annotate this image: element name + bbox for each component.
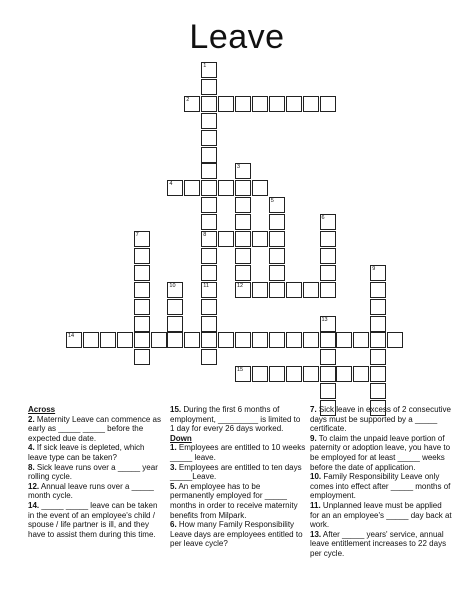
clue-text: Annual leave runs over a _____ month cycle.	[28, 481, 154, 501]
grid-cell[interactable]	[252, 332, 268, 348]
clue-column-2	[170, 405, 306, 549]
grid-cell[interactable]	[370, 265, 386, 281]
grid-cell[interactable]	[269, 332, 285, 348]
grid-cell[interactable]	[134, 299, 150, 315]
clue-number: 3	[237, 164, 241, 171]
grid-cell[interactable]	[201, 316, 217, 332]
grid-cell[interactable]	[201, 349, 217, 365]
clue-number: 9	[372, 265, 376, 272]
grid-cell[interactable]	[252, 96, 268, 112]
grid-cell[interactable]	[320, 265, 336, 281]
clue-column-1	[28, 405, 164, 539]
clue-number: 7	[135, 232, 139, 238]
grid-cell[interactable]	[184, 180, 200, 196]
grid-cell[interactable]	[201, 332, 217, 348]
clue	[310, 501, 452, 530]
grid-cell[interactable]	[320, 231, 336, 247]
grid-cell[interactable]	[151, 332, 167, 348]
grid-cell[interactable]	[134, 265, 150, 281]
grid-cell[interactable]	[320, 282, 336, 298]
grid-cell[interactable]	[320, 366, 336, 382]
grid-cell[interactable]	[320, 248, 336, 264]
clue	[170, 463, 306, 482]
grid-cell[interactable]	[201, 197, 217, 213]
grid-cell[interactable]	[134, 332, 150, 348]
clue	[28, 443, 164, 462]
clue-number-label: 8.	[28, 462, 35, 472]
grid-cell[interactable]	[269, 231, 285, 247]
grid-cell[interactable]	[320, 214, 336, 230]
clue-number-label: 3.	[170, 462, 177, 472]
grid-cell[interactable]	[252, 180, 268, 196]
clue-number-label: 1.	[170, 443, 177, 453]
grid-cell[interactable]	[269, 282, 285, 298]
grid-cell[interactable]	[269, 366, 285, 382]
grid-cell[interactable]	[320, 383, 336, 399]
grid-cell[interactable]	[353, 366, 369, 382]
clue	[28, 415, 164, 444]
grid-cell[interactable]	[320, 96, 336, 112]
grid-cell[interactable]	[117, 332, 133, 348]
grid-cell[interactable]	[370, 349, 386, 365]
clue-number-label: 5.	[170, 481, 177, 491]
grid-cell[interactable]	[167, 180, 183, 196]
grid-cell[interactable]	[134, 349, 150, 365]
clue	[310, 472, 452, 501]
grid-cell[interactable]	[235, 96, 251, 112]
grid-cell[interactable]	[320, 316, 336, 332]
clue-number-label: 2.	[28, 414, 35, 424]
grid-cell[interactable]	[184, 332, 200, 348]
clue-number: 15	[237, 367, 244, 374]
clue-number: 14	[68, 333, 75, 340]
grid-cell[interactable]	[269, 265, 285, 281]
grid-cell[interactable]	[218, 231, 234, 247]
clue	[170, 443, 306, 462]
puzzle-title: Leave	[189, 18, 285, 56]
clue-number: 13	[321, 316, 328, 323]
clue	[310, 530, 452, 559]
clue-text: An employee has to be permanently employed for _____ months in order to receive maternity benefits from Milpark.	[170, 481, 298, 520]
grid-cell[interactable]	[201, 113, 217, 129]
grid-cell[interactable]	[201, 96, 217, 112]
clue-text: To claim the unpaid leave portion of paternity or adoption leave, you have to be employed for at least _____ weeks before the date of application.	[310, 433, 451, 472]
clue	[170, 405, 306, 434]
clue-number-label: 13.	[310, 529, 322, 539]
clue-number-label: 10.	[310, 472, 322, 482]
clue	[170, 482, 306, 520]
clue-text: Employees are entitled to 10 weeks _____ leave.	[170, 443, 306, 462]
grid-cell[interactable]	[201, 248, 217, 264]
grid-cell[interactable]	[83, 332, 99, 348]
grid-cell[interactable]	[235, 248, 251, 264]
clue-number: 1	[203, 63, 207, 69]
grid-cell[interactable]	[66, 332, 82, 348]
grid-cell[interactable]	[100, 332, 116, 348]
clue-text: Employees are entitled to ten days _____Leave.	[170, 462, 302, 482]
grid-cell[interactable]	[235, 366, 251, 382]
clue-number-label: 14.	[28, 500, 40, 510]
grid-cell[interactable]	[370, 316, 386, 332]
clue-number: 2	[186, 96, 190, 103]
grid-cell[interactable]	[303, 96, 319, 112]
clue-number-label: 7.	[310, 405, 317, 414]
grid-cell[interactable]	[235, 214, 251, 230]
clue-number-label: 11.	[310, 500, 321, 510]
clue	[170, 520, 306, 549]
grid-cell[interactable]	[269, 248, 285, 264]
grid-cell[interactable]	[218, 96, 234, 112]
grid-cell[interactable]	[201, 163, 217, 179]
clue-number-label: 9.	[310, 433, 317, 443]
clue-number-label: 6.	[170, 520, 177, 530]
grid-cell[interactable]	[167, 316, 183, 332]
clue-number-label: 12.	[28, 481, 40, 491]
grid-cell[interactable]	[201, 231, 217, 247]
grid-cell[interactable]	[201, 147, 217, 163]
grid-cell[interactable]	[235, 180, 251, 196]
grid-cell[interactable]	[336, 332, 352, 348]
clue-text: Maternity Leave can commence as early as _____ _____ before the expected due date.	[28, 414, 161, 443]
grid-cell[interactable]	[134, 282, 150, 298]
grid-cell[interactable]	[286, 366, 302, 382]
grid-cell[interactable]	[370, 282, 386, 298]
clue-text: After _____ years' service, annual leave entitlement increases to 22 days per cycle.	[310, 529, 447, 558]
grid-cell[interactable]	[269, 214, 285, 230]
grid-cell[interactable]	[184, 96, 200, 112]
grid-cell[interactable]	[320, 332, 336, 348]
clue-number: 8	[203, 232, 207, 238]
clue-text: How many Family Responsibility Leave days are employees entitled to per leave cycle?	[170, 520, 303, 549]
grid-cell[interactable]	[370, 383, 386, 399]
clue-text: If sick leave is depleted, which leave type can be taken?	[28, 443, 145, 462]
grid-cell[interactable]	[201, 180, 217, 196]
grid-cell[interactable]	[134, 316, 150, 332]
across-heading: Across	[28, 405, 56, 414]
grid-cell[interactable]	[218, 332, 234, 348]
clue-number: 10	[169, 282, 176, 289]
grid-cell[interactable]	[201, 214, 217, 230]
grid-cell[interactable]	[201, 130, 217, 146]
grid-cell[interactable]	[235, 332, 251, 348]
clue-text: Sick leave in excess of 2 consecutive days must be supported by a _____ certificate.	[310, 405, 451, 434]
clue	[310, 405, 452, 434]
clue-number: 11	[203, 282, 209, 289]
grid-cell[interactable]	[252, 231, 268, 247]
grid-cell[interactable]	[167, 282, 183, 298]
grid-cell[interactable]	[235, 231, 251, 247]
down-heading: Down	[170, 433, 192, 443]
grid-cell[interactable]	[252, 282, 268, 298]
grid-cell[interactable]	[269, 96, 285, 112]
grid-cell[interactable]	[353, 332, 369, 348]
clue	[28, 501, 164, 539]
grid-cell[interactable]	[134, 231, 150, 247]
grid-cell[interactable]	[370, 366, 386, 382]
grid-cell[interactable]	[201, 282, 217, 298]
grid-cell[interactable]	[387, 332, 403, 348]
clue-number-label: 15.	[170, 405, 182, 414]
grid-cell[interactable]	[303, 332, 319, 348]
clue-text: Sick leave runs over a _____ year rolling cycle.	[28, 462, 158, 482]
clue-number: 12	[237, 282, 244, 289]
grid-cell[interactable]	[370, 299, 386, 315]
grid-cell[interactable]	[218, 180, 234, 196]
clue-text: Family Responsibility Leave only comes into effect after _____ months of employment.	[310, 472, 451, 501]
clue-number: 5	[270, 198, 274, 205]
grid-cell[interactable]	[336, 366, 352, 382]
grid-cell[interactable]	[286, 332, 302, 348]
clue-number: 4	[169, 181, 173, 188]
grid-cell[interactable]	[201, 62, 217, 78]
grid-cell[interactable]	[370, 332, 386, 348]
clue-text: During the first 6 months of employment, _________ is limited to 1 day for every 26 days worked.	[170, 405, 301, 434]
grid-cell[interactable]	[235, 265, 251, 281]
grid-cell[interactable]	[134, 248, 150, 264]
grid-cell[interactable]	[320, 349, 336, 365]
grid-cell[interactable]	[201, 299, 217, 315]
grid-cell[interactable]	[303, 366, 319, 382]
grid-cell[interactable]	[201, 79, 217, 95]
clue-column-3	[310, 405, 452, 559]
clue	[310, 434, 452, 472]
grid-cell[interactable]	[167, 299, 183, 315]
clue-number: 6	[321, 215, 325, 222]
grid-cell[interactable]	[167, 332, 183, 348]
clue-text: Unplanned leave must be applied for an an employee's _____ day back at work.	[310, 500, 452, 530]
grid-cell[interactable]	[235, 163, 251, 179]
grid-cell[interactable]	[201, 265, 217, 281]
clue-number-label: 4.	[28, 443, 35, 453]
clue	[28, 482, 164, 501]
grid-cell[interactable]	[235, 197, 251, 213]
grid-cell[interactable]	[252, 366, 268, 382]
grid-cell[interactable]	[235, 282, 251, 298]
clue-text: _____ _____ leave can be taken in the event of an employee's child / spouse / life partner is ill, and they have to assist them during this time.	[28, 500, 158, 539]
grid-cell[interactable]	[286, 96, 302, 112]
grid-cell[interactable]	[286, 282, 302, 298]
clue	[28, 463, 164, 482]
grid-cell[interactable]	[269, 197, 285, 213]
grid-cell[interactable]	[303, 282, 319, 298]
